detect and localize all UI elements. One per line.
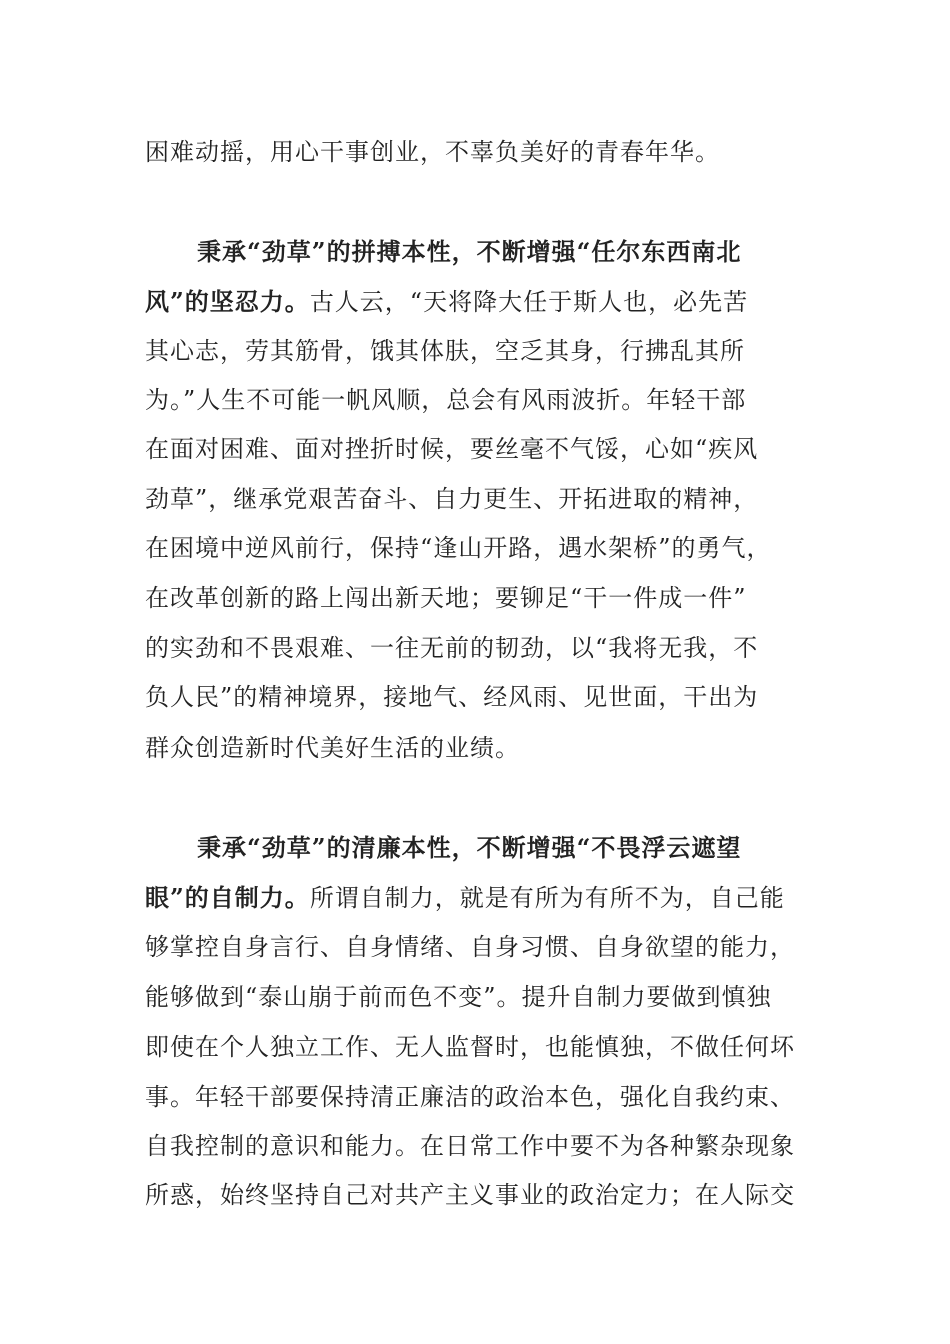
text-line: 的实劲和不畏艰难、一往无前的韧劲，以“我将无我，不 (145, 634, 759, 662)
paragraph-heading: 秉承“劲草”的拼搏本性，不断增强“任尔东西南北 (197, 237, 742, 266)
text-line: 在改革创新的路上闯出新天地；要铆足“干一件成一件” (145, 584, 747, 612)
text-line: 劲草”，继承党艰苦奋斗、自力更生、开拓进取的精神， (145, 485, 759, 513)
text-line: 在困境中逆风前行，保持“逢山开路，遇水架桥”的勇气， (145, 534, 772, 562)
text-line: 其心志，劳其筋骨，饿其体肤，空乏其身，行拂乱其所 (145, 337, 745, 365)
text-line: 困难动摇，用心干事创业，不辜负美好的青春年华。 (145, 138, 720, 166)
text-line: 能够做到“泰山崩于前而色不变”。提升自制力要做到慎独 (145, 983, 772, 1011)
paragraph-heading-end: 眼”的自制力。 (145, 883, 310, 912)
text-line: 够掌控自身言行、自身情绪、自身习惯、自身欲望的能力， (145, 933, 795, 961)
text-line: 负人民”的精神境界，接地气、经风雨、见世面，干出为 (145, 683, 759, 711)
paragraph-heading: 秉承“劲草”的清廉本性，不断增强“不畏浮云遮望 (197, 833, 742, 862)
text-line (145, 883, 785, 913)
text-line: 即使在个人独立工作、无人监督时，也能慎独，不做任何坏 (145, 1033, 795, 1061)
text-line: 所惑，始终坚持自己对共产主义事业的政治定力；在人际交 (145, 1181, 795, 1209)
text-line: 群众创造新时代美好生活的业绩。 (145, 734, 520, 762)
paragraph-heading-end: 风”的坚忍力。 (145, 287, 310, 316)
text-line (145, 287, 748, 317)
text-line: 为。”人生不可能一帆风顺，总会有风雨波折。年轻干部 (145, 386, 747, 414)
text-line: 事。年轻干部要保持清正廉洁的政治本色，强化自我约束、 (145, 1083, 795, 1111)
text-run: 古人云，“天将降大任于斯人也，必先苦 (309, 288, 749, 316)
text-line: 在面对困难、面对挫折时候，要丝毫不气馁，心如“疾风 (145, 435, 759, 463)
text-line: 自我控制的意识和能力。在日常工作中要不为各种繁杂现象 (145, 1132, 795, 1160)
text-run: 所谓自制力，就是有所为有所不为，自己能 (309, 884, 785, 912)
